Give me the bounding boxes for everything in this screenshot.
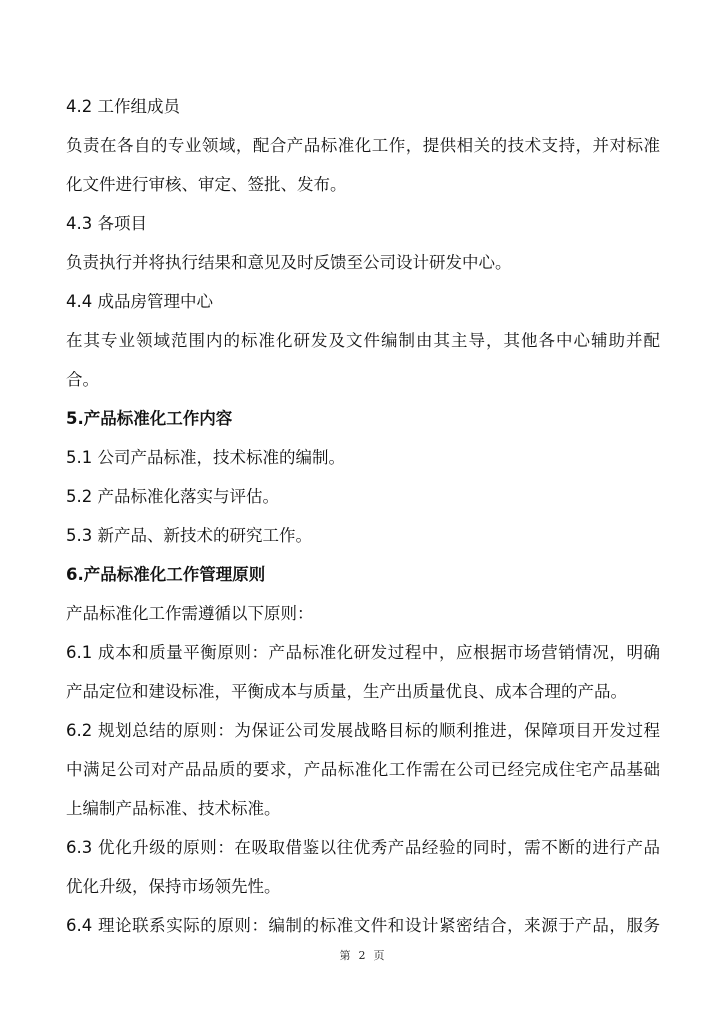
text-line: 负责执行并将执行结果和意见及时反馈至公司设计研发中心。 bbox=[66, 253, 512, 272]
text-line: 6.4 理论联系实际的原则：编制的标准文件和设计紧密结合，来源于产品，服务 bbox=[66, 916, 660, 935]
footer-suffix: 页 bbox=[373, 949, 385, 962]
text-line: 产品标准化工作需遵循以下原则： bbox=[66, 604, 314, 623]
text-line: 合。 bbox=[66, 370, 99, 389]
text-line: 5.1 公司产品标准，技术标准的编制。 bbox=[66, 448, 345, 467]
page-number: 2 bbox=[358, 949, 366, 962]
text-line: 5.2 产品标准化落实与评估。 bbox=[66, 487, 279, 506]
text-line: 负责在各自的专业领域，配合产品标准化工作，提供相关的技术支持，并对标准 bbox=[66, 136, 660, 155]
text-line: 中满足公司对产品品质的要求，产品标准化工作需在公司已经完成住宅产品基础 bbox=[66, 760, 660, 779]
text-line: 4.4 成品房管理中心 bbox=[66, 292, 213, 311]
text-line: 上编制产品标准、技术标准。 bbox=[66, 799, 281, 818]
section-heading: 6.产品标准化工作管理原则 bbox=[66, 565, 266, 584]
text-line: 4.3 各项目 bbox=[66, 214, 147, 233]
text-line: 6.2 规划总结的原则：为保证公司发展战略目标的顺利推进，保障项目开发过程 bbox=[66, 721, 660, 740]
footer-prefix: 第 bbox=[339, 949, 351, 962]
text-line: 6.3 优化升级的原则：在吸取借鉴以往优秀产品经验的同时，需不断的进行产品 bbox=[66, 838, 660, 857]
text-line: 5.3 新产品、新技术的研究工作。 bbox=[66, 526, 312, 545]
text-line: 6.1 成本和质量平衡原则：产品标准化研发过程中，应根据市场营销情况，明确 bbox=[66, 643, 660, 662]
page-footer bbox=[0, 947, 724, 963]
text-line: 化文件进行审核、审定、签批、发布。 bbox=[66, 175, 347, 194]
section-heading: 5.产品标准化工作内容 bbox=[66, 409, 233, 428]
text-line: 4.2 工作组成员 bbox=[66, 97, 180, 116]
text-line: 产品定位和建设标准，平衡成本与质量，生产出质量优良、成本合理的产品。 bbox=[66, 682, 627, 701]
text-line: 在其专业领域范围内的标准化研发及文件编制由其主导，其他各中心辅助并配 bbox=[66, 331, 660, 350]
text-line: 优化升级，保持市场领先性。 bbox=[66, 877, 281, 896]
document-body bbox=[66, 92, 660, 950]
